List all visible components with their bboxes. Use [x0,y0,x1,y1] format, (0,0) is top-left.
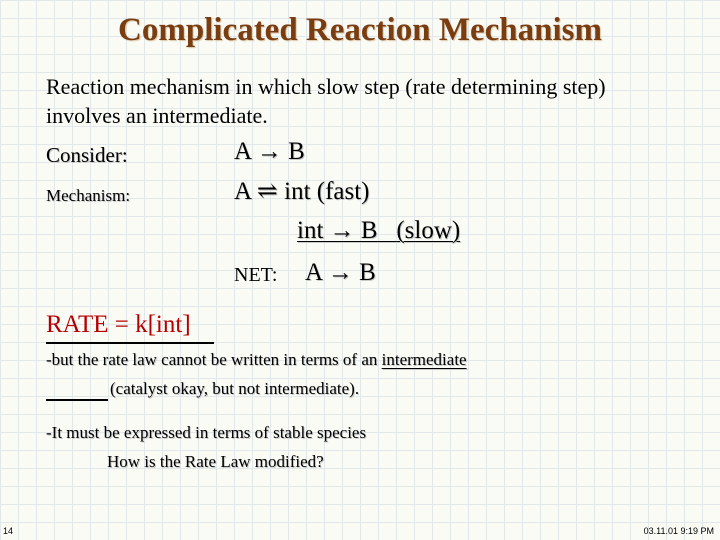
timestamp: 03.11.01 9:19 PM [643,526,714,536]
page-number: 14 [3,526,14,536]
rate-law-underline [46,342,214,344]
bullet-1-line-2: (catalyst okay, but not intermediate). [110,379,360,398]
slide-title: Complicated Reaction Mechanism [118,12,602,48]
step-2-equation: int → B [297,217,378,244]
step-2-rate: (slow) [396,217,461,244]
bullet-1-line-1 [46,350,467,370]
consider-label: Consider: [46,143,128,167]
intro-text: Reaction mechanism in which slow step (rate determining step) involves an intermediate. [46,74,606,128]
consider-equation: A → B [234,138,305,165]
bullet-2-line-2: How is the Rate Law modified? [107,452,324,471]
mechanism-label: Mechanism: [46,186,131,205]
mechanism-step-1: A ⇌ int (fast) [234,178,370,205]
bullet-1-prefix: -but the rate law cannot be written in terms of an [46,350,382,369]
rate-law: RATE = k[int] [46,311,191,338]
bullet-2-line-1: -It must be expressed in terms of stable species [46,423,367,442]
fill-in-blank [46,399,108,401]
net-label: NET: [234,264,278,286]
net-equation: A → B [305,259,376,286]
mechanism-step-2 [297,217,460,245]
intermediate-term: intermediate [381,350,467,369]
